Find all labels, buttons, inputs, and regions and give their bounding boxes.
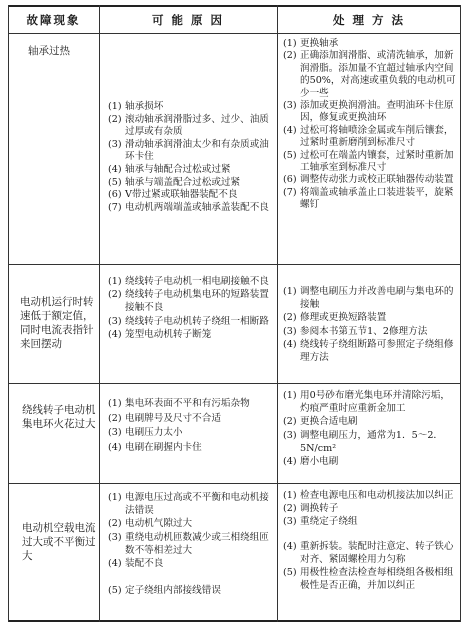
list-item: (2) 更换合适电刷 <box>283 416 358 428</box>
column-divider-1 <box>99 5 100 622</box>
header-divider <box>8 33 461 34</box>
table-top-border <box>8 5 461 7</box>
list-item: (4) 笼型电动机转子断笼 <box>108 328 212 340</box>
list-item: (1) 调整电刷压力并改善电刷与集电环的接触 <box>283 286 454 311</box>
row-4-method-list <box>283 489 457 592</box>
list-item: (2) 电动机气隙过大 <box>108 518 193 530</box>
header-methods: 处 理 方 法 <box>332 13 405 27</box>
list-item: (5) 轴承与端盖配合过松或过紧 <box>108 176 241 188</box>
list-item: (6) 调整传动张力或校正联轴器传动装置 <box>283 174 454 186</box>
table-left-border <box>8 5 9 622</box>
list-item: (3) 调整电刷压力，通常为1．5～2．5N/cm² <box>283 429 444 454</box>
list-item: (1) 集电环表面不平和有污垢杂物 <box>108 398 250 409</box>
list-item: (3) 重绕定子绕组 <box>283 516 358 527</box>
list-item: (2) 滚动轴承润滑脂过多、过少、油质过厚或有杂质 <box>108 113 269 138</box>
row-3-methods <box>283 389 457 468</box>
list-item: (1) 绕线转子电动机一相电刷接触不良 <box>108 276 269 287</box>
list-item: (3) 添加或更换润滑油。查明油环卡住原因，修复或更换油环 <box>283 100 454 124</box>
list-item: (4) 重新拆装。装配时注意定、转子铁心对齐、紧固螺栓用力匀称 <box>283 541 454 565</box>
list-item: (4) 轴承与轴配合过松或过紧 <box>108 163 231 175</box>
list-item: (4) 装配不良 <box>108 558 164 570</box>
list-item: (1) 更换轴承 <box>283 38 339 49</box>
row-1-cause-list <box>108 101 274 214</box>
row-3-method-list <box>283 389 457 468</box>
list-item: (4) 电刷在刷握内卡住 <box>108 441 202 453</box>
row-2-cause-list <box>108 275 274 341</box>
list-item: (3) 重绕电动机匝数减少或三相绕组匝数不等相差过大 <box>108 531 269 556</box>
list-item: (1) 用0号砂布磨光集电环并清除污垢，灼痕严重时应重新金加工 <box>283 390 451 415</box>
row-4-causes <box>108 491 274 597</box>
list-item: (2) 正确添加润滑脂、或清洗轴承，加新润滑脂。添加量不宜超过轴承内空间的50%，对高速或重负载的电动机可少一些 <box>283 50 456 99</box>
list-item: (4) 绕线转子绕组断路可参照定子绕组修理方法 <box>283 338 454 364</box>
list-item: (5) 用极性检查法检查每相绕组各极相组极性是否正确，并加以纠正 <box>283 567 454 591</box>
list-item: (3) 电刷压力太小 <box>108 427 183 438</box>
list-item: (3) 滑动轴承润滑油太少和有杂质或油环卡住 <box>108 138 269 163</box>
row-2-method-list <box>283 285 457 364</box>
list-item: (1) 检查电源电压和电动机接法加以纠正 <box>283 490 454 501</box>
row-divider-2 <box>8 383 461 384</box>
table-right-border <box>460 5 461 622</box>
row-4-methods <box>283 489 457 592</box>
fault-table <box>8 5 461 622</box>
list-item: (1) 电源电压过高或不平衡和电动机接法错误 <box>108 492 269 517</box>
list-item: (7) 将端盖或轴承盖止口装进装平，旋紧螺钉 <box>283 186 454 211</box>
list-item: (4) 磨小电刷 <box>283 456 339 468</box>
row-1-symptom: 轴承过热 <box>28 45 70 57</box>
row-2-symptom: 电动机运行时转速低于额定值，同时电流表指针来回摆动 <box>20 296 94 350</box>
list-item: (5) 过松可在端盖内镶套，过紧时重新加工轴承室到标准尺寸 <box>283 149 454 174</box>
row-3-cause-list <box>108 397 274 455</box>
list-item: (2) 电刷牌号及尺寸不合适 <box>108 412 221 424</box>
column-divider-2 <box>277 5 278 622</box>
list-item: (2) 修理或更换短路装置 <box>283 312 387 324</box>
list-item: (7) 电动机两端端盖或轴承盖装配不良 <box>108 201 269 213</box>
row-1-methods <box>283 38 457 212</box>
row-4-cause-list <box>108 491 274 597</box>
header-causes: 可 能 原 因 <box>151 13 224 27</box>
row-1-causes <box>108 101 274 214</box>
list-item: (4) 过松可将轴喷涂金属或车削后镶套，过紧时重新磨削到标准尺寸 <box>283 124 454 149</box>
table-bottom-border <box>8 620 461 622</box>
row-4-symptom: 电动机空载电流过大或不平衡过大 <box>22 522 96 562</box>
list-item: (2) 调换转子 <box>283 503 339 514</box>
header-symptom: 故障现象 <box>26 13 81 27</box>
row-3-causes <box>108 397 274 455</box>
list-item: (2) 绕线转子电动机集电环的短路装置接触不良 <box>108 289 269 314</box>
row-1-method-list <box>283 38 457 212</box>
list-item: (3) 绕线转子电动机转子绕组一相断路 <box>108 315 269 327</box>
list-item: (6) V带过紧或联轴器装配不良 <box>108 189 238 201</box>
list-item: (1) 轴承损坏 <box>108 101 164 112</box>
row-3-symptom: 绕线转子电动机集电环火花过大 <box>22 404 96 430</box>
row-2-methods <box>283 285 457 364</box>
list-item: (3) 参阅本书第五节1、2修理方法 <box>283 325 428 337</box>
row-divider-1 <box>8 264 461 265</box>
row-divider-3 <box>8 483 461 484</box>
row-2-causes <box>108 275 274 341</box>
list-item: (5) 定子绕组内部接线错误 <box>108 585 221 597</box>
